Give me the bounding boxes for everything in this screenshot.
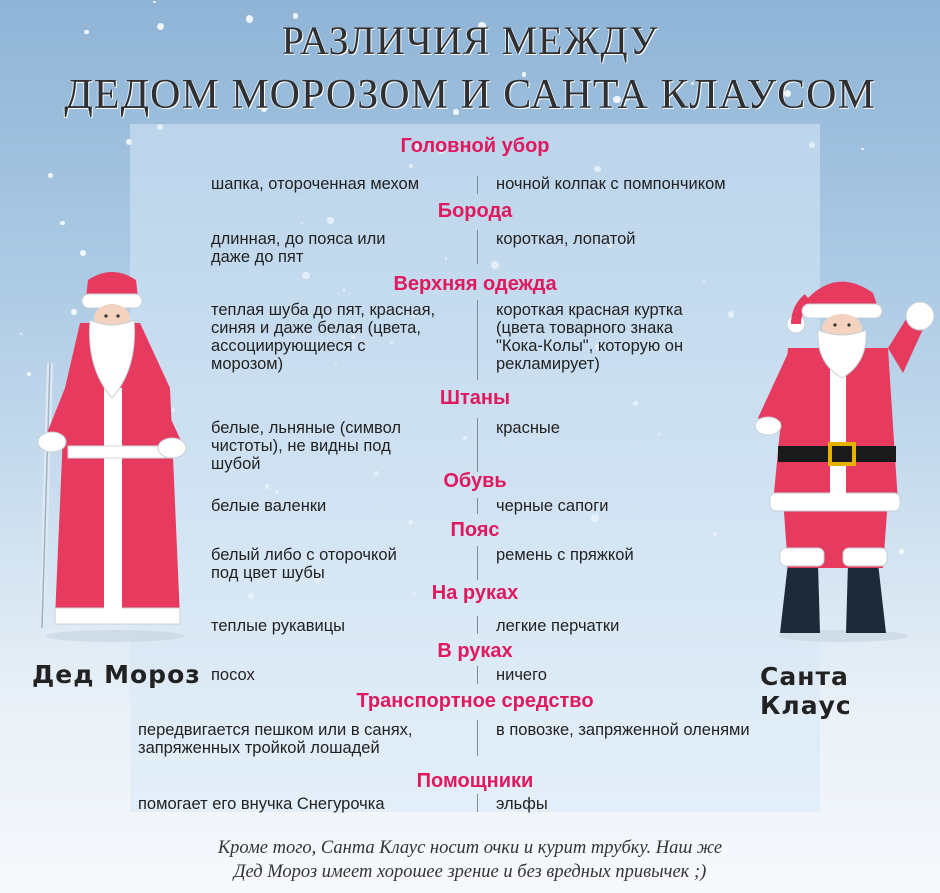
section-heading-footwear: Обувь xyxy=(443,470,507,492)
ded-moroz-outerwear: теплая шуба до пят, красная, синяя и даже белая (цвета, ассоциирующиеся с морозом) xyxy=(211,301,436,373)
ded-moroz-footwear: белые валенки xyxy=(211,497,327,515)
section-heading-belt: Пояс xyxy=(450,519,500,541)
footer-line-1: Кроме того, Санта Клаус носит очки и курит трубку. Наш же xyxy=(217,838,723,858)
section-heading-in-hands: В руках xyxy=(437,640,513,662)
section-heading-beard: Борода xyxy=(437,200,513,222)
section-heading-headwear: Головной убор xyxy=(400,135,550,157)
column-divider xyxy=(477,300,478,380)
ded-moroz-name: Дед Мороз xyxy=(32,660,201,689)
footer-line-2: Дед Мороз имеет хорошее зрение и без вредных привычек ;) xyxy=(233,862,707,882)
title-line-1: РАЗЛИЧИЯ МЕЖДУ xyxy=(281,18,659,63)
ded-moroz-trousers: белые, льняные (символ чистоты), не видны под шубой xyxy=(211,419,402,473)
santa-claus-illustration xyxy=(748,268,938,643)
ded-moroz-helpers: помогает его внучка Снегурочка xyxy=(138,795,385,813)
column-divider xyxy=(477,666,478,684)
santa-footwear: черные сапоги xyxy=(496,497,609,515)
santa-in-hands: ничего xyxy=(496,666,547,684)
snowflake-icon xyxy=(48,173,53,178)
snowflake-icon xyxy=(60,221,65,226)
section-heading-trousers: Штаны xyxy=(439,387,511,409)
santa-outerwear: короткая красная куртка (цвета товарного знака "Кока-Колы", которую он рекламирует) xyxy=(496,301,684,373)
santa-on-hands: легкие перчатки xyxy=(496,617,620,635)
santa-trousers: красные xyxy=(496,419,560,437)
ded-moroz-belt: белый либо с оторочкой под цвет шубы xyxy=(211,546,397,582)
column-divider xyxy=(477,498,478,514)
section-heading-outerwear: Верхняя одежда xyxy=(393,273,557,295)
column-divider xyxy=(477,794,478,812)
section-heading-transport: Транспортное средство xyxy=(356,690,594,712)
santa-headwear: ночной колпак с помпончиком xyxy=(496,175,726,193)
title-line-2: ДЕДОМ МОРОЗОМ И САНТА КЛАУСОМ xyxy=(64,72,876,118)
ded-moroz-headwear: шапка, отороченная мехом xyxy=(211,175,420,193)
santa-helpers: эльфы xyxy=(496,795,548,813)
snowflake-icon xyxy=(80,250,86,256)
ded-moroz-transport: передвигается пешком или в санях, запряженных тройкой лошадей xyxy=(138,721,413,757)
ded-moroz-on-hands: теплые рукавицы xyxy=(211,617,346,635)
santa-beard: короткая, лопатой xyxy=(496,230,636,248)
column-divider xyxy=(477,418,478,472)
column-divider xyxy=(477,176,478,194)
snowflake-icon xyxy=(153,1,156,4)
snowflake-icon xyxy=(861,148,863,150)
column-divider xyxy=(477,720,478,756)
ded-moroz-in-hands: посох xyxy=(211,666,255,684)
column-divider xyxy=(477,616,478,634)
ded-moroz-illustration xyxy=(20,268,195,643)
santa-transport: в повозке, запряженной оленями xyxy=(496,721,750,739)
santa-belt: ремень с пряжкой xyxy=(496,546,634,564)
santa-claus-name: Санта Клаус xyxy=(760,662,852,720)
column-divider xyxy=(477,546,478,580)
column-divider xyxy=(477,230,478,264)
section-heading-on-hands: На руках xyxy=(431,582,519,604)
section-heading-helpers: Помощники xyxy=(416,770,534,792)
ded-moroz-beard: длинная, до пояса или даже до пят xyxy=(211,230,386,266)
